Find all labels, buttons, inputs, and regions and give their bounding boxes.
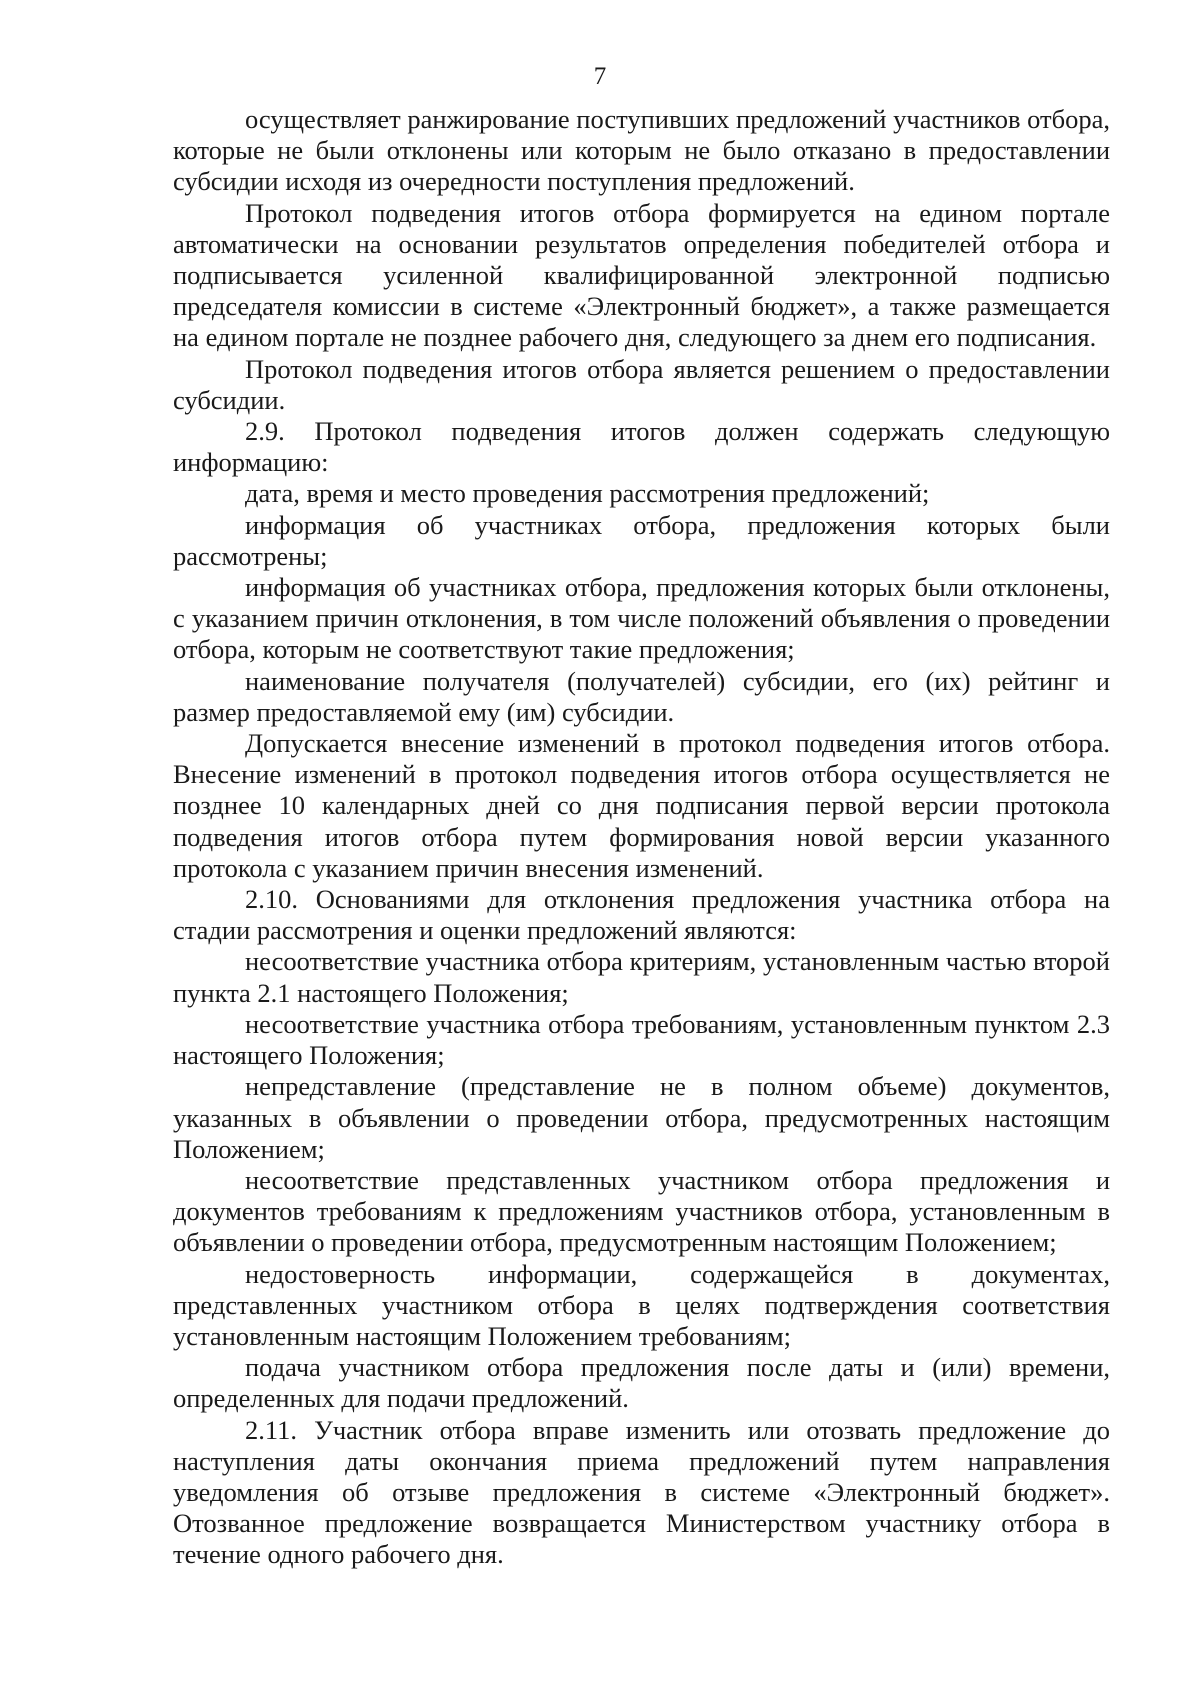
paragraph-section-2-10: 2.10. Основаниями для отклонения предложения участника отбора на стадии рассмотрения и оценки предложений являются: [173,884,1110,946]
list-item-criteria-mismatch: несоответствие участника отбора критериям, установленным частью второй пункта 2.1 настоящего Положения; [173,946,1110,1008]
paragraph-section-2-9: 2.9. Протокол подведения итогов должен содержать следующую информацию: [173,416,1110,478]
paragraph-section-2-11: 2.11. Участник отбора вправе изменить или отозвать предложение до наступления даты окончания приема предложений путем направления уведомления об отзыве предложения в системе «Электронный бюджет». Отозванное предложение возвращается Министерством участнику отбора в течение одного рабочего дня. [173,1414,1110,1570]
list-item-recipient-rating: наименование получателя (получателей) субсидии, его (их) рейтинг и размер предоставляемой ему (им) субсидии. [173,665,1110,727]
list-item-reviewed-participants: информация об участниках отбора, предложения которых были рассмотрены; [173,509,1110,571]
list-item-rejected-participants: информация об участниках отбора, предложения которых были отклонены, с указанием причин отклонения, в том числе положений объявления о проведении отбора, которым не соответствуют такие предложения; [173,572,1110,665]
paragraph-ranking: осуществляет ранжирование поступивших предложений участников отбора, которые не были отклонены или которым не было отказано в предоставлении субсидии исходя из очередности поступления предложений. [173,104,1110,197]
list-item-late-submission: подача участником отбора предложения после даты и (или) времени, определенных для подачи предложений. [173,1352,1110,1414]
list-item-proposal-mismatch: несоответствие представленных участником отбора предложения и документов требованиям к предложениям участников отбора, установленным в объявлении о проведении отбора, предусмотренным настоящим Положением; [173,1164,1110,1258]
list-item-requirements-mismatch: несоответствие участника отбора требованиям, установленным пунктом 2.3 настоящего Положения; [173,1008,1110,1071]
paragraph-protocol-formation: Протокол подведения итогов отбора формируется на едином портале автоматически на основании результатов определения победителей отбора и подписывается усиленной квалифицированной электронной подписью председателя комиссии в системе «Электронный бюджет», а также размещается на едином портале не позднее рабочего дня, следующего за днем его подписания. [173,197,1110,353]
list-item-unreliable-information: недостоверность информации, содержащейся в документах, представленных участником отбора в целях подтверждения соответствия установленным настоящим Положением требованиям; [173,1258,1110,1351]
paragraph-protocol-changes: Допускается внесение изменений в протокол подведения итогов отбора. Внесение изменений в протокол подведения итогов отбора осуществляется не позднее 10 календарных дней со дня подписания первой версии протокола подведения итогов отбора путем формирования новой версии указанного протокола с указанием причин внесения изменений. [173,728,1110,883]
list-item-date-time-place: дата, время и место проведения рассмотрения предложений; [245,478,930,509]
document-body [173,104,1110,1571]
list-item-missing-documents: непредставление (представление не в полном объеме) документов, указанных в объявлении о проведении отбора, предусмотренных настоящим Положением; [173,1071,1110,1164]
paragraph-protocol-decision: Протокол подведения итогов отбора является решением о предоставлении субсидии. [173,353,1110,415]
page-number: 7 [593,63,607,90]
